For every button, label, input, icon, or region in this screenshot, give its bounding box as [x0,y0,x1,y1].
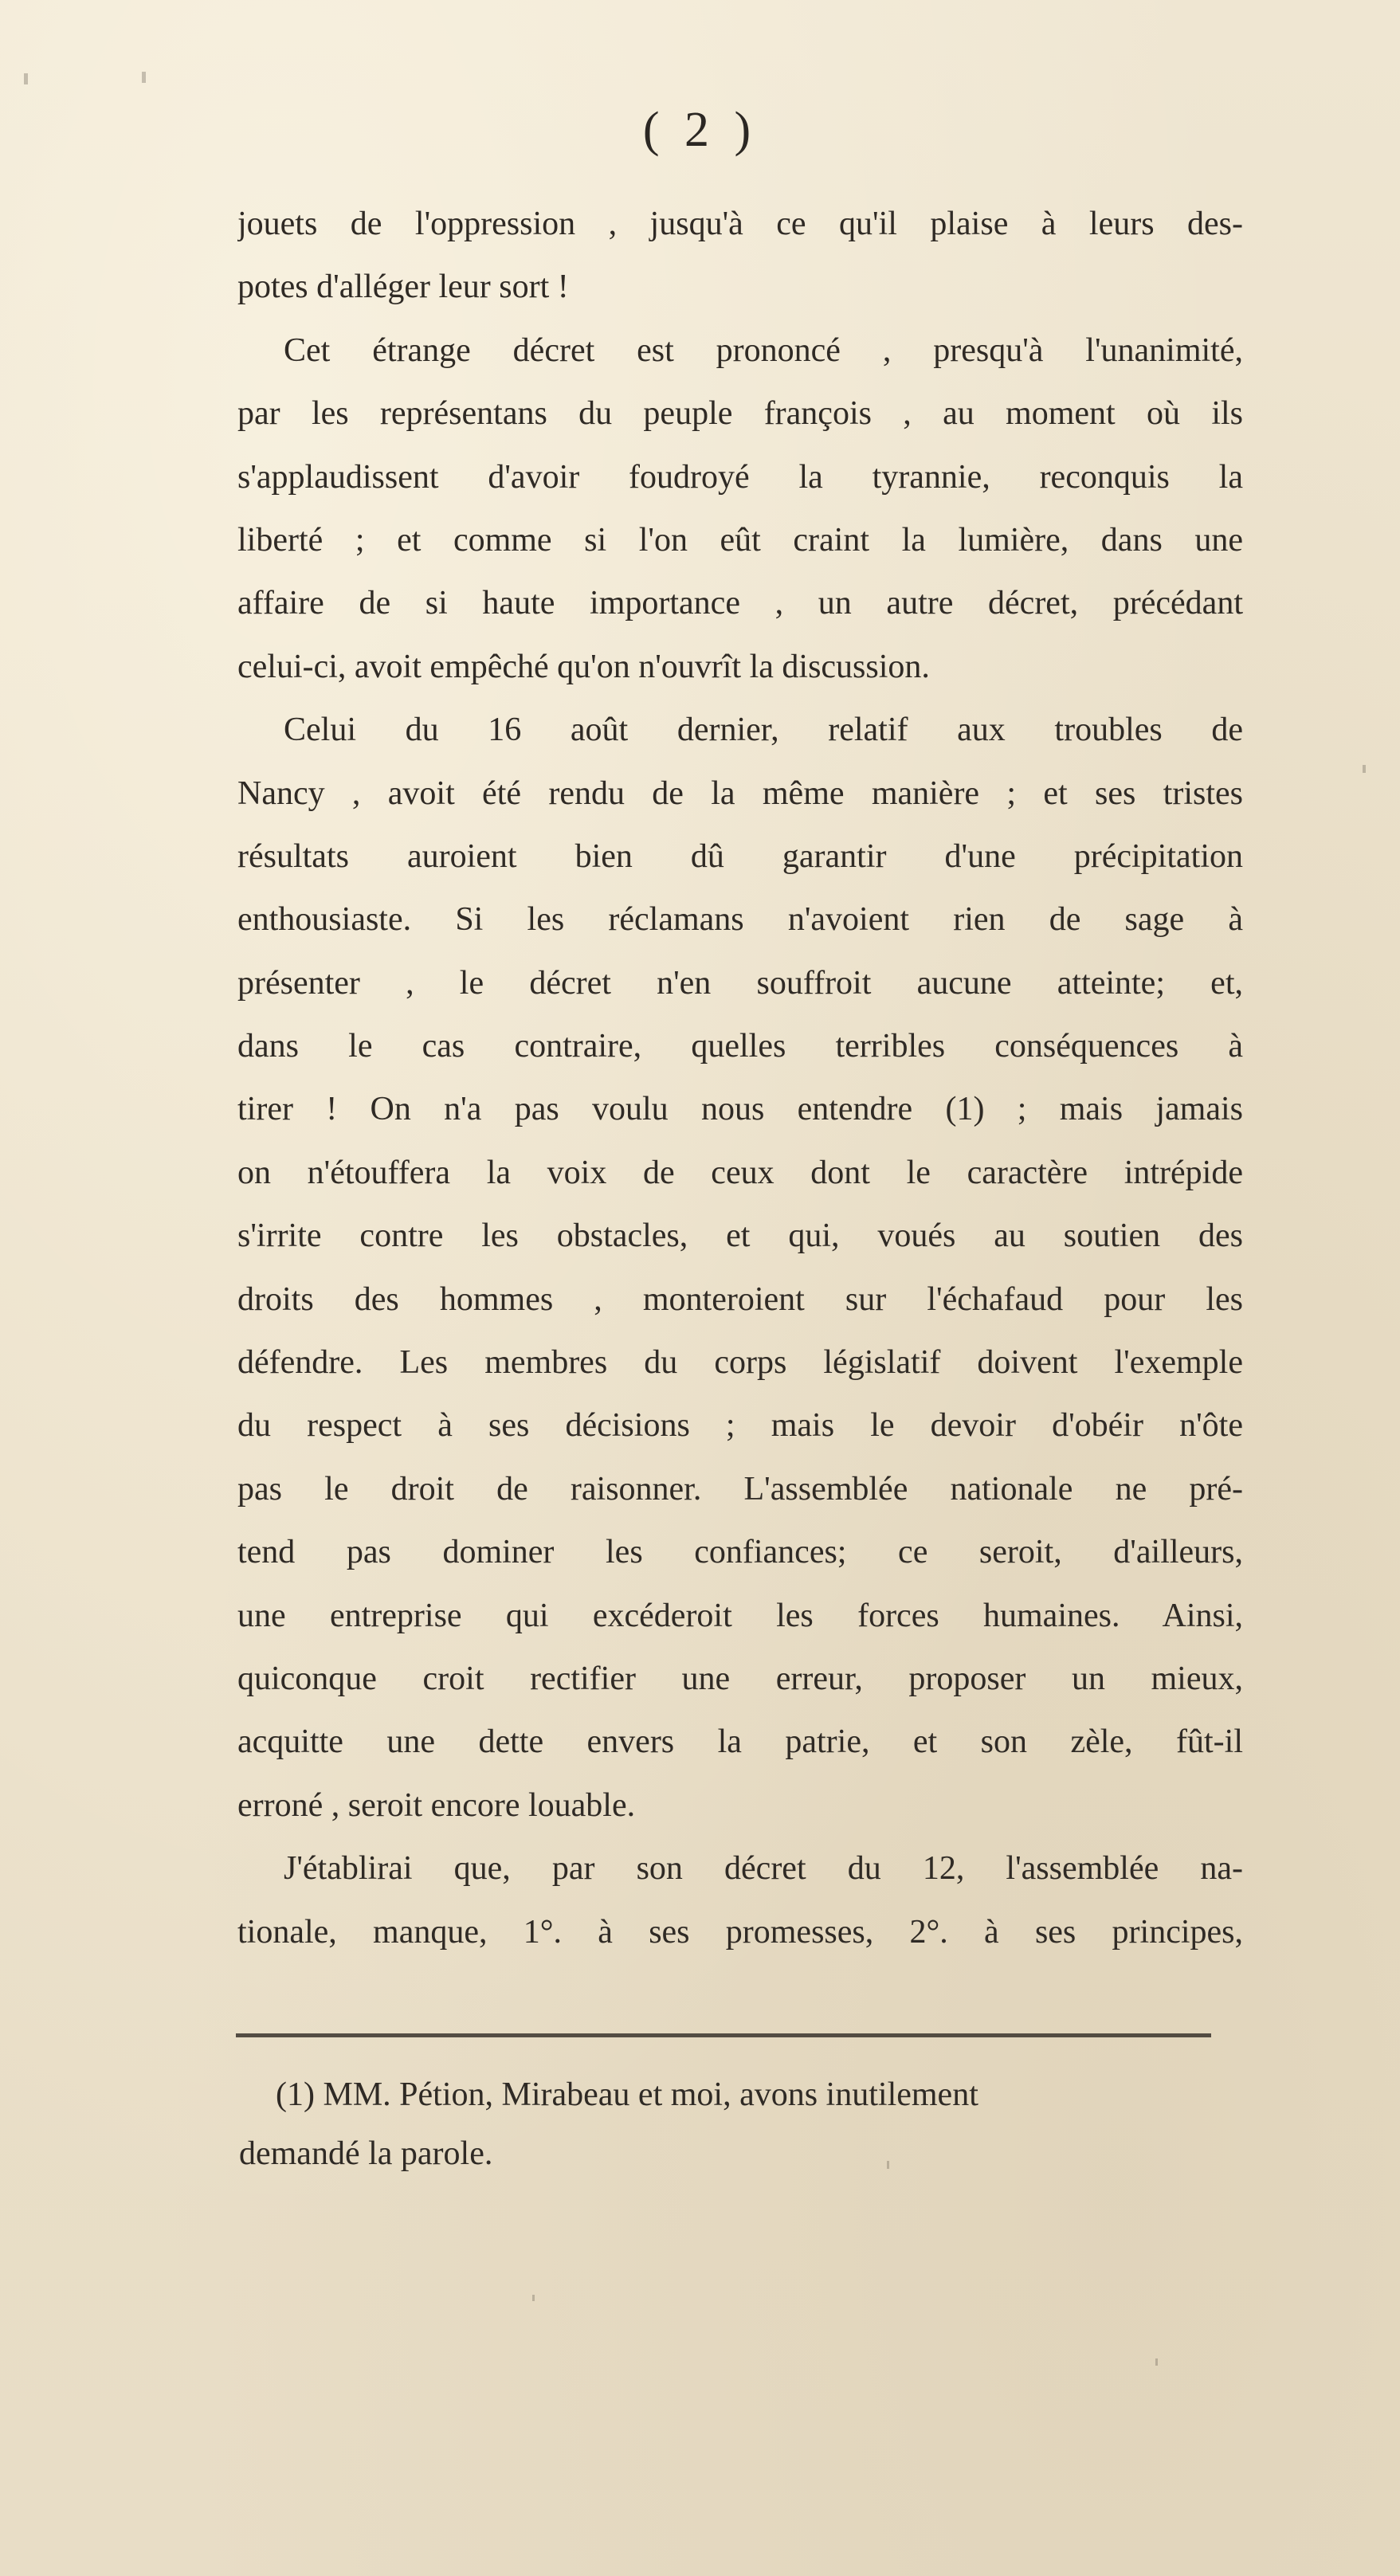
text-line: présenter , le décret n'en souffroit aucune atteinte; et, [237,964,1243,1002]
paper-speck [532,2295,535,2301]
text-line: une entreprise qui excéderoit les forces humaines. Ainsi, [237,1597,1243,1634]
text-line: quiconque croit rectifier une erreur, proposer un mieux, [237,1660,1243,1697]
text-line: Celui du 16 août dernier, relatif aux troubles de [284,712,1243,749]
text-line: erroné , seroit encore louable. [237,1786,636,1824]
text-line: du respect à ses décisions ; mais le devoir d'obéir n'ôte [237,1407,1243,1445]
text-line: affaire de si haute importance , un autre décret, précédant [237,585,1243,622]
text-line: résultats auroient bien dû garantir d'une précipitation [237,837,1243,875]
text-line: J'établirai que, par son décret du 12, l'assemblée na- [284,1850,1243,1888]
text-line: tionale, manque, 1°. à ses promesses, 2°. à ses principes, [237,1913,1243,1951]
text-line: défendre. Les membres du corps législatif doivent l'exemple [237,1344,1243,1382]
text-line: s'applaudissent d'avoir foudroyé la tyrannie, reconquis la [237,458,1243,496]
text-line: jouets de l'oppression , jusqu'à ce qu'il plaise à leurs des- [237,206,1243,242]
text-line: droits des hommes , monteroient sur l'échafaud pour les [237,1280,1243,1318]
text-line: s'irrite contre les obstacles, et qui, voués au soutien des [237,1217,1243,1255]
footnote-line: demandé la parole. [239,2135,493,2172]
text-line: celui-ci, avoit empêché qu'on n'ouvrît la discussion. [237,648,930,685]
text-line: Nancy , avoit été rendu de la même manière ; et ses tristes [237,774,1243,812]
text-line: pas le droit de raisonner. L'assemblée nationale ne pré- [237,1470,1243,1508]
footnote [239,2065,1243,2183]
text-line: Cet étrange décret est prononcé , presqu'à l'unanimité, [284,331,1243,369]
text-line: dans le cas contraire, quelles terribles conséquences à [237,1028,1243,1065]
paper-speck [24,73,28,84]
footnote-line: (1) MM. Pétion, Mirabeau et moi, avons inutilement [276,2076,978,2113]
paper-speck [887,2161,889,2169]
text-line: par les représentans du peuple françois , au moment où ils [237,395,1243,433]
text-line: enthousiaste. Si les réclamans n'avoient rien de sage à [237,901,1243,939]
text-line: acquitte une dette envers la patrie, et son zèle, fût-il [237,1723,1243,1761]
text-line: potes d'alléger leur sort ! [237,269,569,306]
body-text [237,193,1243,1964]
paper-speck [142,72,146,83]
text-line: liberté ; et comme si l'on eût craint la lumière, dans une [237,521,1243,559]
footnote-rule [236,2033,1211,2037]
page-number: ( 2 ) [642,103,758,157]
text-line: tirer ! On n'a pas voulu nous entendre (1) ; mais jamais [237,1091,1243,1128]
paper-speck [1363,765,1366,773]
text-line: tend pas dominer les confiances; ce seroit, d'ailleurs, [237,1534,1243,1571]
paper-speck [1155,2358,1158,2366]
text-line: on n'étouffera la voix de ceux dont le caractère intrépide [237,1154,1243,1191]
